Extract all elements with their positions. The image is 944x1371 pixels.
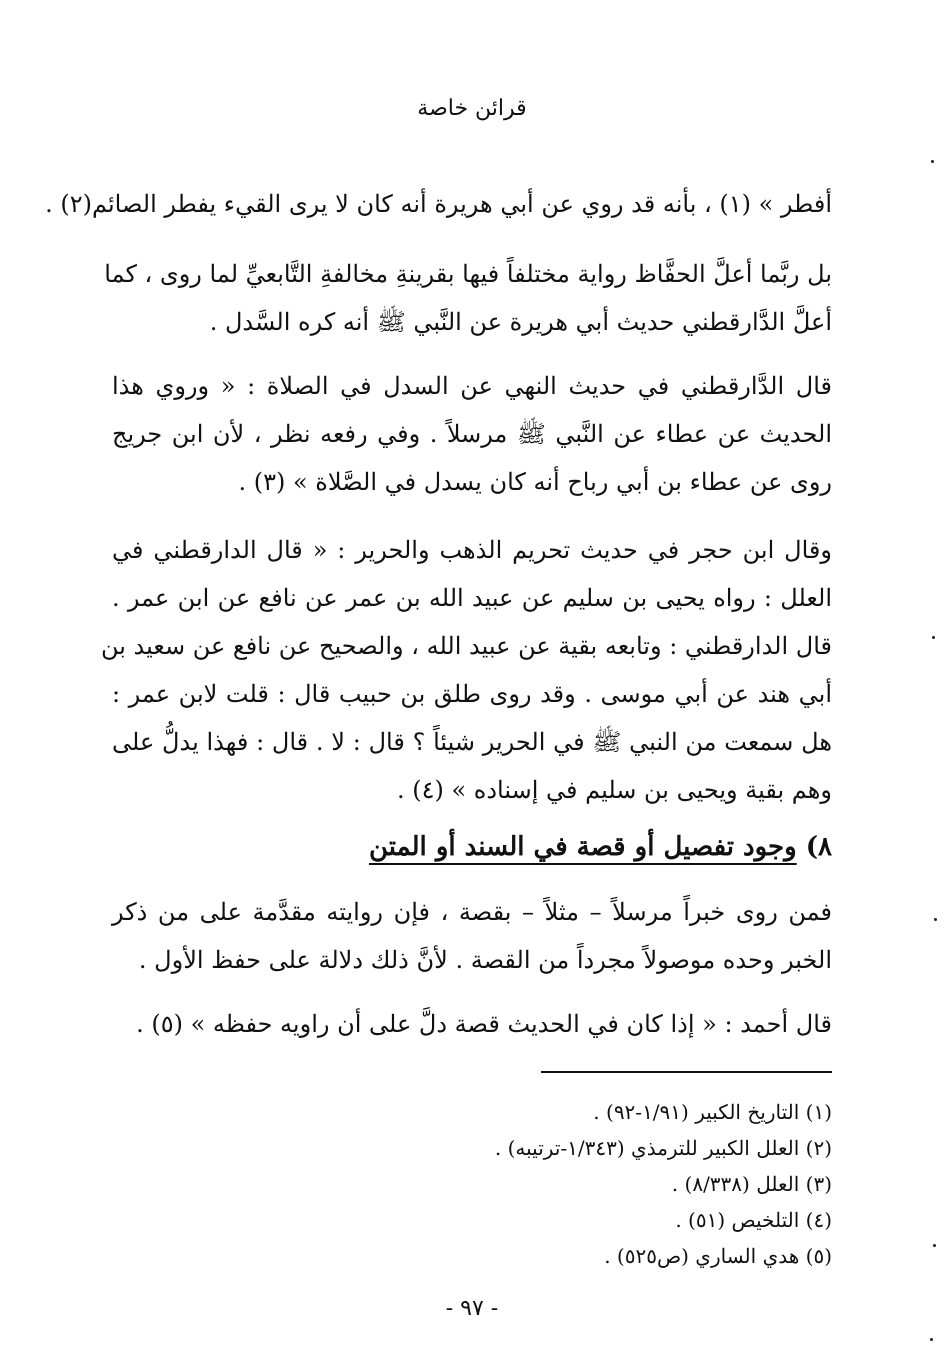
text-line: الخبر وحده موصولاً مجرداً من القصة . لأنَّ ذلك دلالة على حفظ الأول . xyxy=(138,946,832,974)
footnote: (٢) العلل الكبير للترمذي (١/٣٤٣-ترتيبه) . xyxy=(494,1136,832,1160)
section-heading xyxy=(112,824,832,870)
footnote: (٤) التلخيص (٥١) . xyxy=(675,1208,832,1232)
paragraph-6 xyxy=(112,1000,832,1048)
footnote-separator xyxy=(541,1071,832,1073)
scan-speck xyxy=(930,1338,933,1341)
footnote: (١) التاريخ الكبير (١/٩١-٩٢) . xyxy=(593,1100,832,1124)
footnote: (٣) العلل (٨/٣٣٨) . xyxy=(671,1172,832,1196)
text-line: روى عن عطاء بن أبي رباح أنه كان يسدل في الصَّلاة » (٣) . xyxy=(238,468,832,496)
heading-text: وجود تفصيل أو قصة في السند أو المتن xyxy=(368,832,797,862)
text-line: قال الدَّارقطني في حديث النهي عن السدل في الصلاة : « وروي هذا xyxy=(112,372,832,400)
heading-number: ٨) xyxy=(805,832,832,862)
footnote: (٥) هدي الساري (ص٥٢٥) . xyxy=(604,1244,832,1268)
text-line: أفطر » (١) ، بأنه قد روي عن أبي هريرة أنه كان لا يرى القيء يفطر الصائم(٢) . xyxy=(45,190,832,218)
paragraph-3 xyxy=(112,362,832,506)
text-line: وقال ابن حجر في حديث تحريم الذهب والحرير : « قال الدارقطني في xyxy=(112,536,832,564)
text-line: بل ربَّما أعلَّ الحفَّاظ رواية مختلفاً فيها بقرينةِ مخالفةِ التَّابعيِّ لما روى ، كما xyxy=(104,260,832,288)
scan-speck xyxy=(934,918,937,921)
text-line: فمن روى خبراً مرسلاً – مثلاً – بقصة ، فإن روايته مقدَّمة على من ذكر xyxy=(112,898,832,926)
text-line: وهم بقية ويحيى بن سليم في إسناده » (٤) . xyxy=(396,776,832,804)
paragraph-1 xyxy=(45,180,832,228)
text-line: قال الدارقطني : وتابعه بقية عن عبيد الله ، والصحيح عن نافع عن سعيد بن xyxy=(100,632,832,660)
page-number: - ٩٧ - xyxy=(445,1296,499,1321)
running-head: قرائن خاصة xyxy=(417,96,527,121)
scan-speck xyxy=(932,636,935,639)
scan-speck xyxy=(933,1244,936,1247)
text-line: قال أحمد : « إذا كان في الحديث قصة دلَّ على أن راويه حفظه » (٥) . xyxy=(136,1010,832,1038)
paragraph-5 xyxy=(112,888,832,984)
text-line: العلل : رواه يحيى بن سليم عن عبيد الله بن عمر عن نافع عن ابن عمر . xyxy=(112,584,832,612)
paragraph-4 xyxy=(100,526,832,814)
text-line: الحديث عن عطاء عن النَّبي ﷺ مرسلاً . وفي رفعه نظر ، لأن ابن جريج xyxy=(112,420,832,448)
text-line: أعلَّ الدَّارقطني حديث أبي هريرة عن النَّبي ﷺ أنه كره السَّدل . xyxy=(209,308,832,336)
footnotes xyxy=(112,1094,832,1274)
text-line: هل سمعت من النبي ﷺ في الحرير شيئاً ؟ قال : لا . قال : فهذا يدلُّ على xyxy=(112,728,832,756)
text-line: أبي هند عن أبي موسى . وقد روى طلق بن حبيب قال : قلت لابن عمر : xyxy=(112,680,832,708)
paragraph-2 xyxy=(104,250,832,346)
scan-speck xyxy=(931,160,934,163)
